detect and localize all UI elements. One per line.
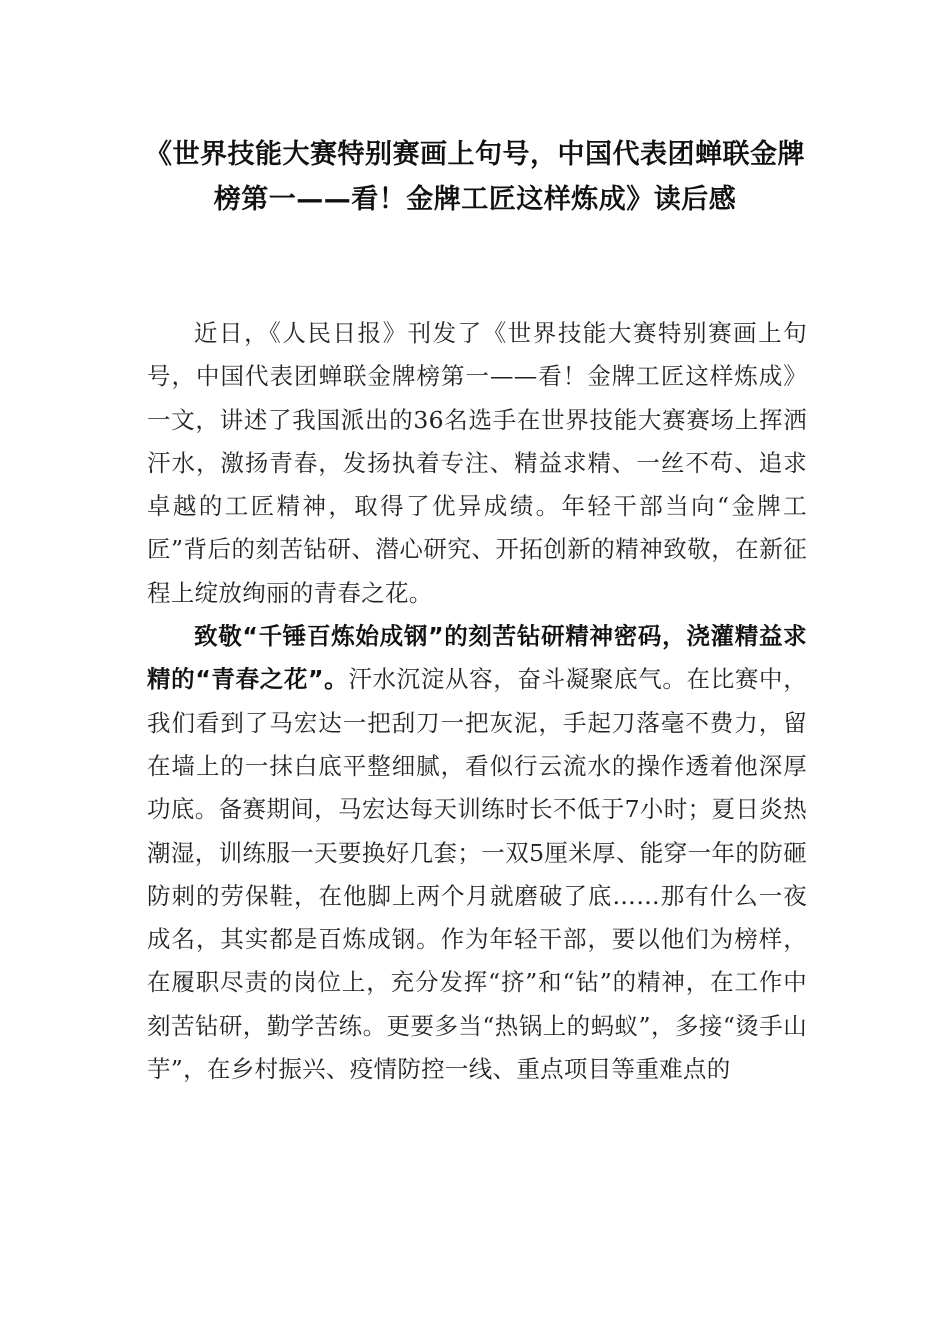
- body-paragraph-2: [147, 615, 807, 1091]
- document-title: 《世界技能大赛特别赛画上句号，中国代表团蝉联金牌榜第一——看！金牌工匠这样炼成》读后感: [145, 139, 805, 215]
- document-body: [147, 312, 807, 1091]
- paragraph-1-text: 近日，《人民日报》刊发了《世界技能大赛特别赛画上句号，中国代表团蝉联金牌榜第一——看！金牌工匠这样炼成》一文，讲述了我国派出的36名选手在世界技能大赛赛场上挥洒汗水，激扬青春，发扬执着专注、精益求精、一丝不苟、追求卓越的工匠精神，取得了优异成绩。年轻干部当向“金牌工匠”背后的刻苦钻研、潜心研究、开拓创新的精神致敬，在新征程上绽放绚丽的青春之花。: [147, 319, 807, 607]
- body-paragraph-1: [147, 312, 807, 615]
- paragraph-2-lead: 致敬“千锤百炼始成钢”的刻苦钻研精神密码，浇灌精益求精的“青春之花”。: [147, 622, 807, 694]
- paragraph-2-text: 汗水沉淀从容，奋斗凝聚底气。在比赛中，我们看到了马宏达一把刮刀一把灰泥，手起刀落毫不费力，留在墙上的一抹白底平整细腻，看似行云流水的操作透着他深厚功底。备赛期间，马宏达每天训练时长不低于7小时；夏日炎热潮湿，训练服一天要换好几套；一双5厘米厚、能穿一年的防砸防刺的劳保鞋，在他脚上两个月就磨破了底……那有什么一夜成名，其实都是百炼成钢。作为年轻干部，要以他们为榜样，在履职尽责的岗位上，充分发挥“挤”和“钻”的精神，在工作中刻苦钻研，勤学苦练。更要多当“热锅上的蚂蚁”，多接“烫手山芋”，在乡村振兴、疫情防控一线、重点项目等重难点的: [147, 665, 807, 1084]
